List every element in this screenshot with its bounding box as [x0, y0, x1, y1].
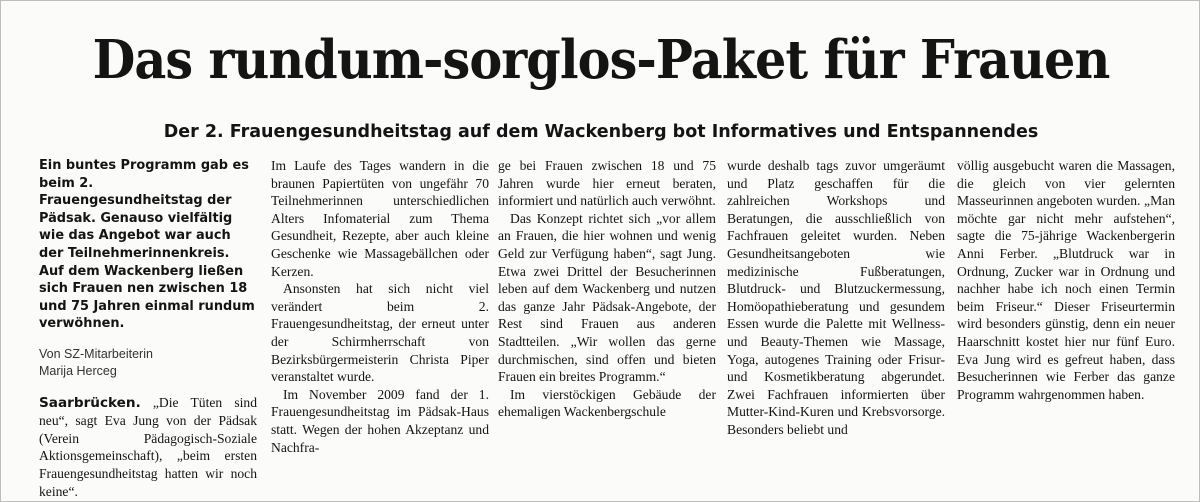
column-2 [271, 157, 489, 456]
headline: Das rundum-sorglos-Paket für Frauen [92, 29, 1110, 91]
byline-author: Marija Herceg [39, 363, 117, 378]
column-1 [39, 157, 257, 500]
body-text-1: „Die Tüten sind neu“, sagt Eva Jung von der Pädsak (Verein Pädagogisch-Soziale Aktionsgemeinschaft), „beim ersten Frauengesundheitstag hatten wir noch keine“. [39, 394, 257, 499]
body-paragraph-8: wurde deshalb tags zuvor umgeräumt und Platz geschaffen für die zahlreichen Workshops und Beratungen, die ausschließlich von Fachfrauen geleitet wurden. Neben Gesundheitsangeboten wie medizinische Fußberatungen, Blutdruck- und Blutzuckermessung, Homöopathieberatung und gesundem Essen wurde die Palette mit Wellness- und Beauty-Themen wie Massage, Yoga, autogenes Training oder Frisur- und Kosmetikberatung abgerundet. Zwei Fachfrauen informierten über Mutter-Kind-Kuren und Krebsvorsorge. Besonders beliebt und [727, 158, 945, 437]
column-4 [727, 157, 945, 439]
byline [39, 346, 257, 380]
body-paragraph-6: Das Konzept richtet sich „vor allem an Frauen, die hier wohnen und wenig Geld zur Verfügung haben“, sagt Jung. Etwa zwei Drittel der Besucherinnen leben auf dem Wackenberg und nutzen das ganze Jahr Pädsak-Angebote, der Rest sind Frauen aus anderen Stadtteilen. „Wir wollen das gerne durchmischen, sind offen und bieten Frauen ein breites Programm.“ [498, 210, 716, 385]
lead-paragraph: Ein buntes Programm gab es beim 2. Frauengesundheitstag der Pädsak. Genauso vielfältig wie das Angebot war auch der Teilnehmerinnenkreis. Auf dem Wackenberg ließen sich Frauen nen zwischen 18 und 75 Jahren einmal rundum verwöhnen. [39, 158, 255, 332]
body-paragraph-7: Im vierstöckigen Gebäude der ehemaligen Wackenbergschule [498, 386, 716, 420]
body-paragraph-2: Im Laufe des Tages wandern in die braunen Papiertüten von ungefähr 70 Teilnehmerinnen unterschiedlichen Alters Infomaterial zum Thema Gesundheit, Rezepte, aber auch kleine Geschenke wie Massagebällchen oder Kerzen. [271, 158, 489, 279]
byline-role: Von SZ-Mitarbeiterin [39, 346, 153, 361]
dateline: Saarbrücken. [39, 394, 141, 411]
body-paragraph-5: ge bei Frauen zwischen 18 und 75 Jahren wurde hier erneut beraten, informiert und natürlich auch verwöhnt. [498, 158, 716, 209]
body-paragraph-4: Im November 2009 fand der 1. Frauengesundheitstag im Pädsak-Haus statt. Wegen der hohen Akzeptanz und Nachfra- [271, 386, 489, 455]
column-3 [498, 157, 716, 421]
body-paragraph-9: völlig ausgebucht waren die Massagen, die gleich von vier gelernten Masseurinnen angeboten wurden. „Man möchte gar nicht mehr aufstehen“, sagte die 75-jährige Wackenbergerin Anni Ferber. „Blutdruck war in Ordnung, Zucker war in Ordnung und nachher habe ich noch einen Termin beim Friseur.“ Dieser Friseurtermin wird besonders günstig, denn ein neuer Haarschnitt kostet hier nur fünf Euro. Eva Jung wird es gefreut haben, dass Besucherinnen wie Ferber das ganze Programm wahrgenommen haben. [957, 158, 1175, 402]
body-paragraph-1 [39, 394, 257, 501]
column-5 [957, 157, 1175, 403]
subheadline: Der 2. Frauengesundheitstag auf dem Wackenberg bot Informatives und Entspannendes [163, 122, 1039, 142]
body-paragraph-3: Ansonsten hat sich nicht viel verändert beim 2. Frauengesundheitstag, der erneut unter der Schirmherrschaft von Bezirksbürgermeisterin Christa Piper veranstaltet wurde. [271, 281, 489, 385]
